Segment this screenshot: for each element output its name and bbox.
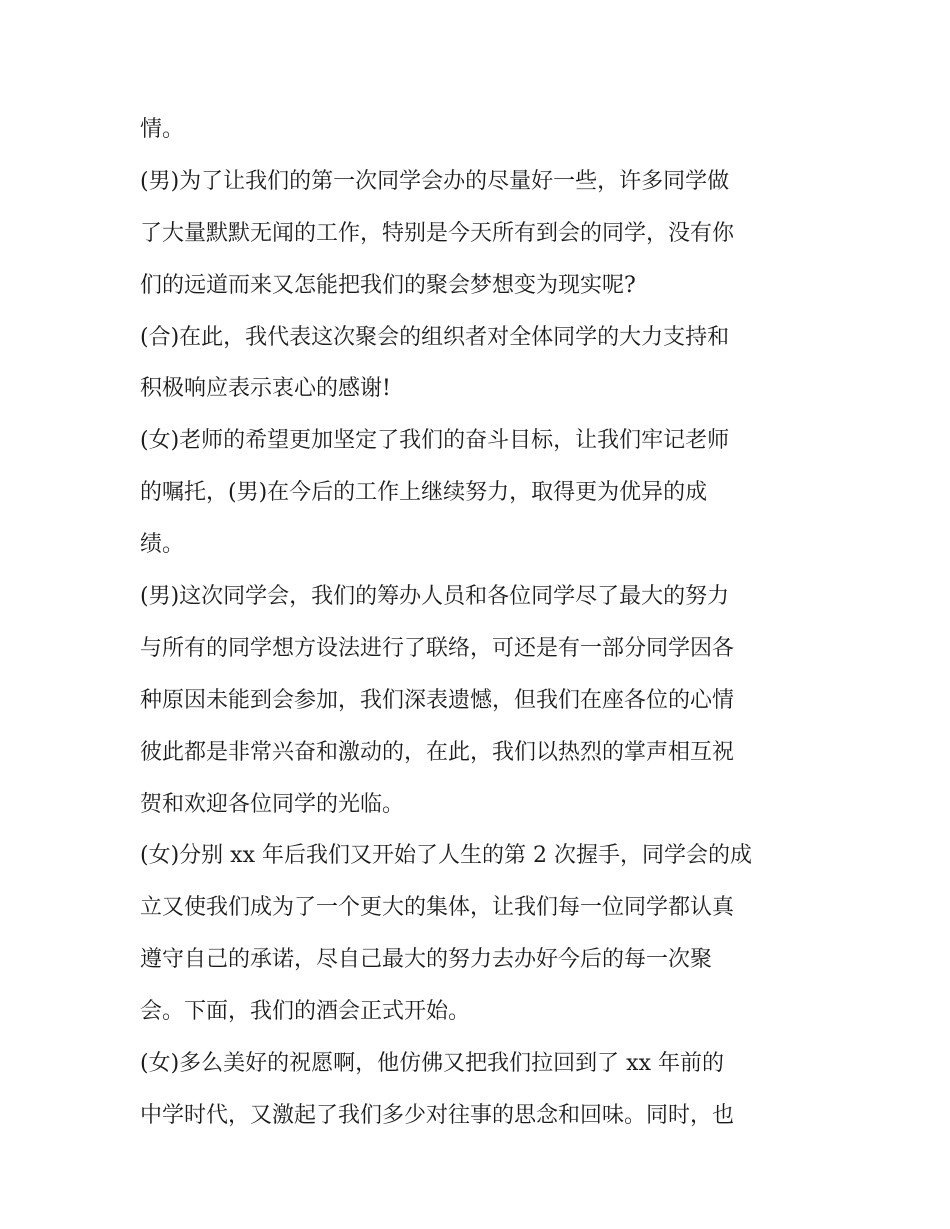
text-line: 积极响应表示衷心的感谢! — [140, 376, 391, 402]
text-line: (女)分别 xx 年后我们又开始了人生的第 2 次握手，同学会的成 — [140, 843, 752, 869]
text-line: 们的远道而来又怎能把我们的聚会梦想变为现实呢? — [140, 272, 636, 298]
text-line: (合)在此，我代表这次聚会的组织者对全体同学的大力支持和 — [140, 324, 730, 350]
text-line: 彼此都是非常兴奋和激动的，在此，我们以热烈的掌声相互祝 — [140, 739, 735, 765]
text-line: 情。 — [140, 117, 185, 142]
body-text — [140, 104, 830, 1142]
text-line: 种原因未能到会参加，我们深表遗憾，但我们在座各位的心情 — [140, 687, 735, 713]
text-line: 贺和欢迎各位同学的光临。 — [140, 791, 405, 817]
text-line: 的嘱托，(男)在今后的工作上继续努力，取得更为优异的成 — [140, 480, 708, 506]
text-line: (女)多么美好的祝愿啊，他仿佛又把我们拉回到了 xx 年前的 — [140, 1051, 724, 1077]
text-line: 了大量默默无闻的工作，特别是今天所有到会的同学，没有你 — [140, 220, 735, 246]
text-line: 中学时代，又激起了我们多少对往事的思念和回味。同时，也 — [140, 1102, 735, 1128]
text-line: 立又使我们成为了一个更大的集体，让我们每一位同学都认真 — [140, 895, 735, 921]
text-line: (男)这次同学会，我们的筹办人员和各位同学尽了最大的努力 — [140, 584, 730, 610]
text-line: 与所有的同学想方设法进行了联络，可还是有一部分同学因各 — [140, 635, 735, 661]
text-line: 会。下面，我们的酒会正式开始。 — [140, 999, 471, 1025]
text-line: (男)为了让我们的第一次同学会办的尽量好一些，许多同学做 — [140, 168, 730, 194]
text-line: (女)老师的希望更加坚定了我们的奋斗目标，让我们牢记老师 — [140, 428, 730, 454]
text-line: 遵守自己的承诺，尽自己最大的努力去办好今后的每一次聚 — [140, 947, 713, 973]
text-line: 绩。 — [140, 532, 185, 558]
